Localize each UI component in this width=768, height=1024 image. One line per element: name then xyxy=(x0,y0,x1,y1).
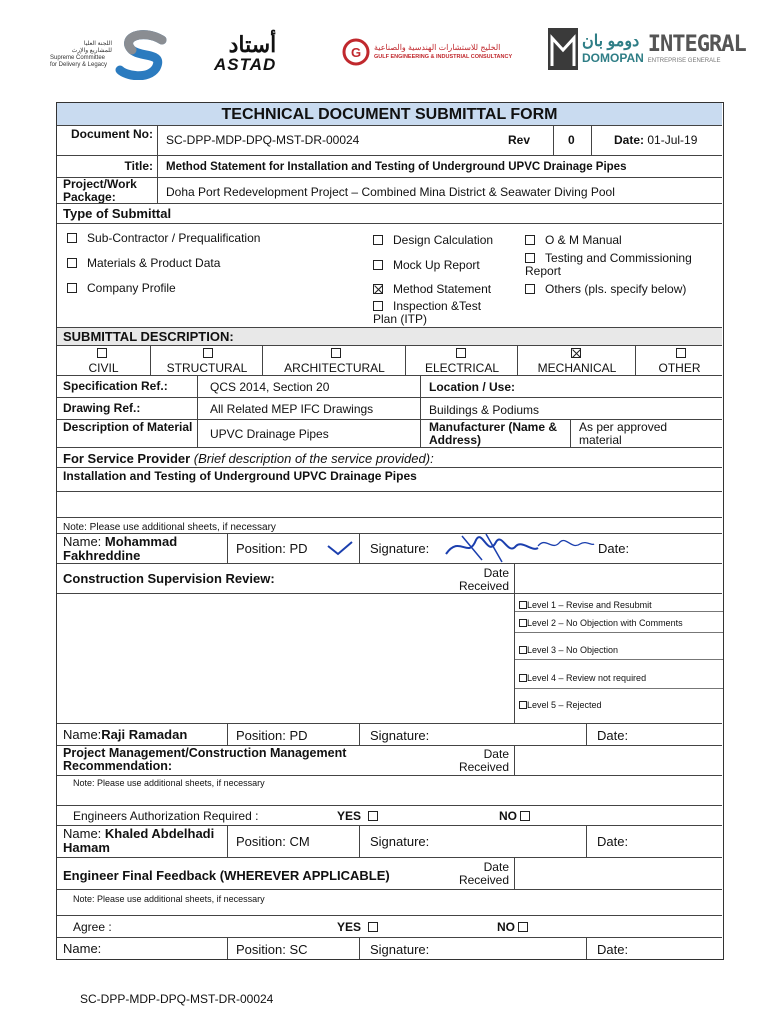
type-testing[interactable] xyxy=(525,252,715,278)
type-om[interactable] xyxy=(525,234,622,247)
type-subcontractor-label: Sub-Contractor / Prequalification xyxy=(87,231,261,245)
yes-label: YES xyxy=(337,920,362,934)
type-itp[interactable] xyxy=(373,300,503,326)
no-label: NO xyxy=(499,809,517,823)
level-4[interactable] xyxy=(519,672,646,685)
agree-row xyxy=(57,915,722,937)
position1-value: PD xyxy=(289,541,308,556)
discipline-mechanical[interactable] xyxy=(517,346,635,375)
csr-heading: Construction Supervision Review: xyxy=(63,571,275,586)
document-number-row xyxy=(57,125,722,155)
drawing-value: All Related MEP IFC Drawings xyxy=(210,402,374,416)
eng-auth-no[interactable] xyxy=(499,810,530,823)
location-value: Buildings & Podiums xyxy=(429,403,540,417)
spec-row xyxy=(57,375,722,397)
note-row-2 xyxy=(57,775,722,805)
astad-logo xyxy=(214,34,276,73)
submittal-form xyxy=(56,102,724,960)
name-label: Name: xyxy=(63,727,102,742)
type-design[interactable] xyxy=(373,234,493,247)
document-number-value: SC-DPP-MDP-DPQ-MST-DR-00024 xyxy=(166,133,360,147)
level-3[interactable] xyxy=(519,644,618,657)
name-label: Name: xyxy=(63,941,102,956)
level-1-label: Level 1 – Revise and Resubmit xyxy=(527,600,652,610)
position3-value: CM xyxy=(289,834,310,849)
name-label: Name: xyxy=(63,826,102,841)
astad-english-text: ASTAD xyxy=(214,55,277,74)
description-heading-row xyxy=(57,327,722,345)
manufacturer-label-cell xyxy=(420,420,570,447)
footer-document-number: SC-DPP-MDP-DPQ-MST-DR-00024 xyxy=(80,992,274,1006)
geic-english-text: GULF ENGINEERING & INDUSTRIAL CONSULTANCY xyxy=(374,54,513,60)
level-2[interactable] xyxy=(519,617,683,630)
discipline-civil-label: CIVIL xyxy=(88,361,119,375)
position-cell-3 xyxy=(227,826,359,857)
discipline-other-label: OTHER xyxy=(658,361,701,375)
checkbox-icon[interactable] xyxy=(203,348,213,358)
level-list xyxy=(514,594,722,723)
divider xyxy=(515,688,723,689)
divider xyxy=(515,659,723,660)
position4-value: SC xyxy=(289,942,308,957)
position-cell-1 xyxy=(227,534,359,563)
signature-row-1 xyxy=(57,533,722,563)
document-number-cell xyxy=(157,126,531,155)
checkbox-icon[interactable] xyxy=(368,811,378,821)
rev-label: Rev xyxy=(508,133,531,147)
level-2-label: Level 2 – No Objection with Comments xyxy=(527,618,683,628)
drawing-label: Drawing Ref.: xyxy=(63,401,141,415)
checkbox-icon[interactable] xyxy=(67,283,77,293)
spec-value: QCS 2014, Section 20 xyxy=(210,380,330,394)
date-cell-3 xyxy=(586,826,722,857)
signature-scribble-icon xyxy=(442,530,542,564)
agree-yes[interactable] xyxy=(337,921,378,934)
discipline-architectural-label: ARCHITECTURAL xyxy=(284,361,385,375)
document-number-label: Document No: xyxy=(71,127,153,141)
type-options xyxy=(57,223,722,327)
discipline-electrical[interactable] xyxy=(405,346,517,375)
type-testing-label: Testing and Commissioning Report xyxy=(525,251,692,278)
rev-cell xyxy=(553,126,593,155)
signature-cell-1 xyxy=(359,534,722,563)
service-hint: (Brief description of the service provided): xyxy=(193,451,434,466)
geic-logo xyxy=(342,38,512,66)
manufacturer-value: As per approved material xyxy=(579,420,668,447)
eng-auth-row xyxy=(57,805,722,825)
yes-label: YES xyxy=(337,809,362,823)
date-label-2: Date: xyxy=(597,728,629,743)
type-heading: Type of Submittal xyxy=(63,206,172,221)
signature-label: Signature: xyxy=(370,834,430,849)
logo-bar xyxy=(0,0,768,100)
type-mockup[interactable] xyxy=(373,259,480,272)
date-label: Date: xyxy=(614,133,645,147)
checkbox-icon[interactable] xyxy=(368,922,378,932)
checkbox-icon[interactable] xyxy=(520,811,530,821)
agree-no[interactable] xyxy=(497,921,528,934)
level-5[interactable] xyxy=(519,699,602,712)
rev-value: 0 xyxy=(568,133,575,147)
note-text: Note: Please use additional sheets, if necessary xyxy=(73,778,265,788)
position2-value: PD xyxy=(289,728,308,743)
discipline-civil[interactable] xyxy=(57,346,150,375)
form-title-row xyxy=(57,103,722,125)
agree-label: Agree : xyxy=(73,920,112,934)
material-value: UPVC Drainage Pipes xyxy=(210,427,329,441)
type-others[interactable] xyxy=(525,283,686,296)
type-company-label: Company Profile xyxy=(87,281,176,295)
checkbox-icon[interactable] xyxy=(67,258,77,268)
position-label: Position: xyxy=(236,541,286,556)
domopan-emblem-icon xyxy=(548,28,578,70)
checkbox-icon[interactable] xyxy=(97,348,107,358)
position-cell-2 xyxy=(227,724,359,745)
location-cell xyxy=(420,376,722,397)
svg-text:G: G xyxy=(350,45,362,60)
checkbox-icon[interactable] xyxy=(519,601,527,609)
type-om-label: O & M Manual xyxy=(545,233,622,247)
eng-auth-yes[interactable] xyxy=(337,810,378,823)
title-cell xyxy=(157,156,722,177)
title-value: Method Statement for Installation and Testing of Underground UPVC Drainage Pipes xyxy=(166,161,627,173)
location-value-cell xyxy=(420,398,722,419)
date-label-1: Date: xyxy=(598,541,630,556)
spec-label: Specification Ref.: xyxy=(63,379,168,393)
person3-name: Khaled Abdelhadi Hamam xyxy=(63,826,215,855)
astad-arabic-text: أستاد xyxy=(228,32,277,57)
checked-checkbox-icon[interactable] xyxy=(571,348,581,358)
csr-heading-row xyxy=(57,563,722,593)
date-cell-4 xyxy=(586,938,722,959)
note-text: Note: Please use additional sheets, if necessary xyxy=(73,894,265,904)
sc-swirl-icon xyxy=(112,30,172,80)
feedback-date-received: Date Received xyxy=(458,860,509,887)
signature-label: Signature: xyxy=(370,728,430,743)
type-method-label: Method Statement xyxy=(393,282,492,296)
discipline-electrical-label: ELECTRICAL xyxy=(424,361,500,375)
note-row-3 xyxy=(57,889,722,915)
service-text: Installation and Testing of Underground UPVC Drainage Pipes xyxy=(63,469,417,483)
domopan-english-text: DOMOPAN xyxy=(582,51,644,65)
checkbox-icon[interactable] xyxy=(456,348,466,358)
checked-checkbox-icon[interactable] xyxy=(373,284,383,294)
divider xyxy=(515,611,723,612)
pm-heading-row xyxy=(57,745,722,775)
type-heading-row xyxy=(57,203,722,223)
divider xyxy=(515,632,723,633)
no-label: NO xyxy=(497,920,515,934)
checkbox-icon[interactable] xyxy=(67,233,77,243)
type-materials[interactable] xyxy=(67,257,220,270)
level-5-label: Level 5 – Rejected xyxy=(527,700,602,710)
material-cell xyxy=(197,420,420,447)
signature-cell-4 xyxy=(359,938,586,959)
feedback-heading-row xyxy=(57,857,722,889)
note-row-1 xyxy=(57,517,722,533)
level-3-label: Level 3 – No Objection xyxy=(527,645,619,655)
csr-body xyxy=(57,593,722,723)
level-4-label: Level 4 – Review not required xyxy=(527,673,647,683)
eng-auth-label: Engineers Authorization Required : xyxy=(73,809,259,823)
type-company[interactable] xyxy=(67,282,176,295)
pm-date-received: Date Received xyxy=(458,747,509,774)
checkbox-icon[interactable] xyxy=(331,348,341,358)
service-heading-row xyxy=(57,447,722,467)
location-label: Location / Use: xyxy=(429,380,516,394)
note-text: Note: Please use additional sheets, if necessary xyxy=(63,522,276,533)
checkbox-icon[interactable] xyxy=(373,260,383,270)
signature-row-4 xyxy=(57,937,722,959)
discipline-architectural[interactable] xyxy=(262,346,405,375)
discipline-row xyxy=(57,345,722,375)
material-label: Description of Material xyxy=(63,420,193,434)
checkbox-icon[interactable] xyxy=(373,301,383,311)
sc-logo-line: for Delivery & Legacy xyxy=(50,62,108,68)
date-label-4: Date: xyxy=(597,942,629,957)
service-blank-row xyxy=(57,491,722,517)
initial-mark-icon xyxy=(326,538,356,560)
project-label: Project/Work Package: xyxy=(63,177,137,204)
geic-arabic-text: الخليج للاستشارات الهندسية والصناعية xyxy=(374,43,501,52)
type-method[interactable] xyxy=(373,283,491,296)
signature-row-3 xyxy=(57,825,722,857)
signature-cell-3 xyxy=(359,826,586,857)
type-others-label: Others (pls. specify below) xyxy=(545,282,687,296)
checkbox-icon[interactable] xyxy=(519,646,527,654)
integral-subtext: ENTREPRISE GENERALE xyxy=(647,58,721,64)
pm-date-cell xyxy=(514,746,722,775)
form-title: TECHNICAL DOCUMENT SUBMITTAL FORM xyxy=(221,106,558,123)
pm-heading: Project Management/Construction Management Recommendation: xyxy=(63,746,347,773)
checkbox-icon[interactable] xyxy=(525,253,535,263)
type-mockup-label: Mock Up Report xyxy=(393,258,480,272)
checkbox-icon[interactable] xyxy=(519,701,527,709)
csr-date-cell xyxy=(514,564,722,593)
discipline-structural[interactable] xyxy=(150,346,262,375)
sc-logo-line: للمشاريع والإرث xyxy=(71,48,112,54)
sc-logo-line: Supreme Committee xyxy=(50,55,106,61)
checkbox-icon[interactable] xyxy=(676,348,686,358)
title-label: Title: xyxy=(124,159,153,173)
domopan-integral-logo xyxy=(548,28,746,70)
type-subcontractor[interactable] xyxy=(67,232,260,245)
signature-label: Signature: xyxy=(370,942,430,957)
integral-text: INTEGRAL xyxy=(647,32,746,57)
date-value: 01-Jul-19 xyxy=(647,133,698,147)
project-cell xyxy=(157,178,722,203)
position-label: Position: xyxy=(236,942,286,957)
discipline-structural-label: STRUCTURAL xyxy=(166,361,248,375)
geic-emblem-icon xyxy=(342,38,370,66)
person2-name: Raji Ramadan xyxy=(101,727,188,742)
checkbox-icon[interactable] xyxy=(519,674,527,682)
manufacturer-label: Manufacturer (Name & Address) xyxy=(429,420,558,447)
type-itp-label: Inspection &Test Plan (ITP) xyxy=(373,299,482,326)
checkbox-icon[interactable] xyxy=(525,284,535,294)
feedback-date-cell xyxy=(514,858,722,889)
position-cell-4 xyxy=(227,938,359,959)
checkbox-icon[interactable] xyxy=(373,235,383,245)
service-heading: For Service Provider xyxy=(63,451,191,466)
type-design-label: Design Calculation xyxy=(393,233,494,247)
position-label: Position: xyxy=(236,728,286,743)
discipline-mechanical-label: MECHANICAL xyxy=(537,361,617,375)
checkbox-icon[interactable] xyxy=(519,619,527,627)
domopan-arabic-text: دومو بان xyxy=(582,33,640,50)
person1-name: Mohammad Fakhreddine xyxy=(63,534,178,563)
checkbox-icon[interactable] xyxy=(518,922,528,932)
manufacturer-cell xyxy=(570,420,722,447)
type-materials-label: Materials & Product Data xyxy=(87,256,221,270)
drawing-row xyxy=(57,397,722,419)
project-row xyxy=(57,177,722,203)
sc-logo-line: اللجنة العليا xyxy=(83,41,112,47)
signature-cell-2 xyxy=(359,724,586,745)
supreme-committee-logo xyxy=(50,30,172,80)
project-value: Doha Port Redevelopment Project – Combined Mina District & Seawater Diving Pool xyxy=(166,185,615,199)
position-label: Position: xyxy=(236,834,286,849)
signature-row-2 xyxy=(57,723,722,745)
spec-cell xyxy=(197,376,420,397)
feedback-heading: Engineer Final Feedback (WHEREVER APPLICABLE) xyxy=(63,868,390,883)
date-cell-2 xyxy=(586,724,722,745)
description-heading: SUBMITTAL DESCRIPTION: xyxy=(63,329,234,344)
name-label: Name: xyxy=(63,534,102,549)
drawing-cell xyxy=(197,398,420,419)
csr-date-received: Date Received xyxy=(458,566,509,593)
service-text-row xyxy=(57,467,722,491)
date-cell xyxy=(591,126,722,155)
material-row xyxy=(57,419,722,447)
checkbox-icon[interactable] xyxy=(525,235,535,245)
discipline-other[interactable] xyxy=(635,346,722,375)
title-row xyxy=(57,155,722,177)
date-label-3: Date: xyxy=(597,834,629,849)
signature-label: Signature: xyxy=(370,541,430,556)
date-scribble-icon xyxy=(536,534,596,554)
